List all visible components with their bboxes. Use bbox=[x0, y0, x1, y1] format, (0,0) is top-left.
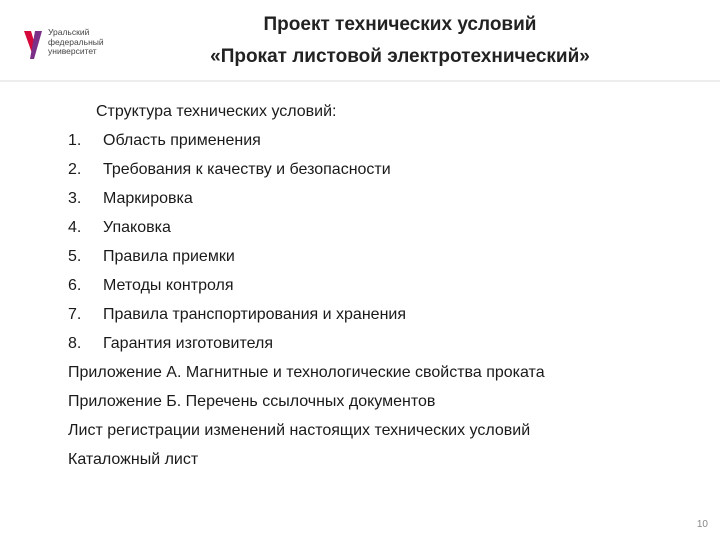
logo-text bbox=[48, 28, 104, 57]
ural-university-logo-icon bbox=[22, 28, 44, 62]
list-text: Упаковка bbox=[103, 219, 171, 236]
change-registration-sheet: Лист регистрации изменений настоящих технических условий bbox=[68, 422, 531, 439]
intro-heading: Структура технических условий: bbox=[96, 103, 337, 120]
list-text: Правила приемки bbox=[103, 248, 235, 265]
list-item bbox=[68, 248, 235, 266]
logo-line: Уральский bbox=[48, 27, 90, 37]
list-item bbox=[68, 132, 261, 150]
appendix-b: Приложение Б. Перечень ссылочных документов bbox=[68, 393, 436, 410]
page-number: 10 bbox=[696, 519, 708, 530]
list-text: Гарантия изготовителя bbox=[103, 335, 273, 352]
header-divider bbox=[0, 80, 720, 82]
list-number: 7. bbox=[68, 306, 82, 323]
list-item bbox=[68, 277, 234, 295]
catalog-sheet: Каталожный лист bbox=[68, 451, 199, 468]
page-title-line1: Проект технических условий bbox=[263, 14, 537, 35]
appendix-a: Приложение А. Магнитные и технологические свойства проката bbox=[68, 364, 545, 381]
list-number: 6. bbox=[68, 277, 82, 294]
list-text: Методы контроля bbox=[103, 277, 234, 294]
list-item bbox=[68, 161, 391, 179]
list-number: 3. bbox=[68, 190, 82, 207]
logo-line: федеральный bbox=[48, 36, 104, 47]
list-text: Маркировка bbox=[103, 190, 193, 207]
list-item bbox=[68, 190, 193, 208]
page-title-line2: «Прокат листовой электротехнический» bbox=[210, 46, 590, 67]
logo-line: университет bbox=[48, 46, 97, 56]
list-item bbox=[68, 306, 406, 324]
list-number: 8. bbox=[68, 335, 82, 352]
list-number: 2. bbox=[68, 161, 82, 178]
university-logo bbox=[22, 28, 104, 62]
list-text: Требования к качеству и безопасности bbox=[103, 161, 391, 178]
list-number: 4. bbox=[68, 219, 82, 236]
list-number: 5. bbox=[68, 248, 82, 265]
list-item bbox=[68, 335, 273, 353]
list-text: Правила транспортирования и хранения bbox=[103, 306, 406, 323]
list-item bbox=[68, 219, 171, 237]
list-number: 1. bbox=[68, 132, 82, 149]
list-text: Область применения bbox=[103, 132, 261, 149]
